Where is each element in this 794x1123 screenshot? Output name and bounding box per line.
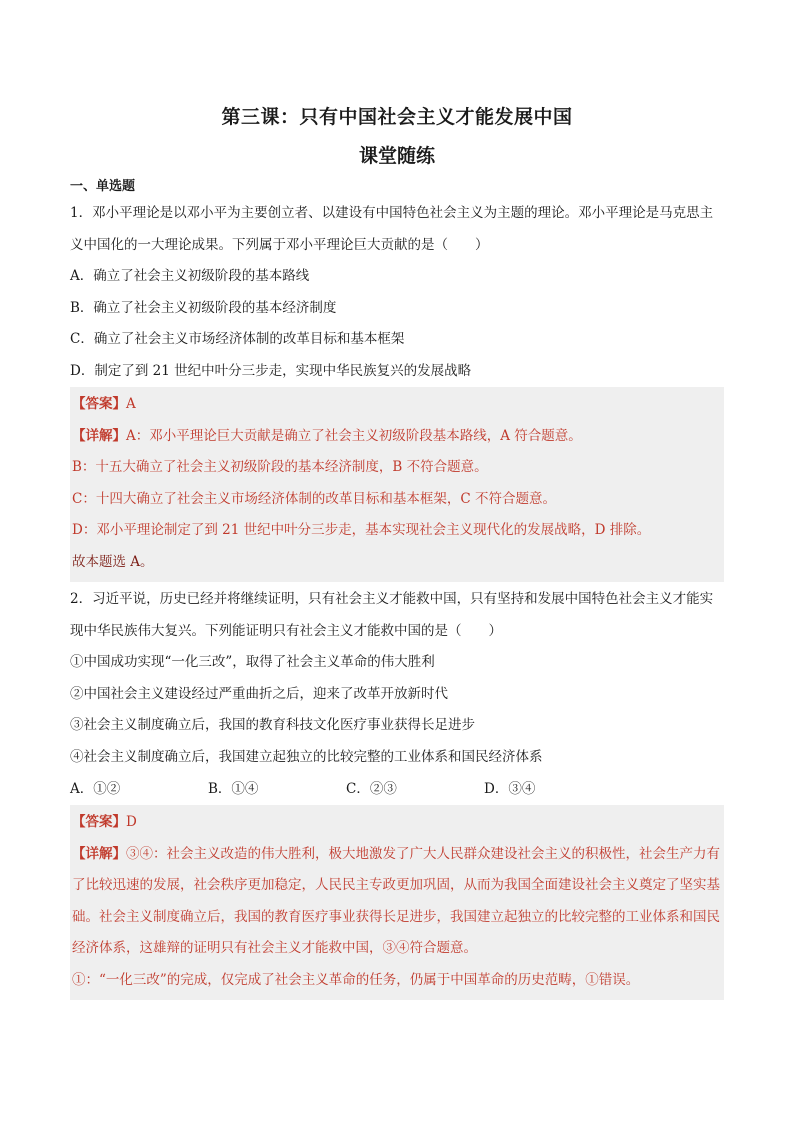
detail-line: A：邓小平理论巨大贡献是确立了社会主义初级阶段基本路线，A 符合题意。 [126, 427, 582, 444]
page-subtitle: 课堂随练 [358, 145, 435, 167]
question-1-detail-a [72, 421, 722, 453]
question-1-option-a: A．确立了社会主义初级阶段的基本路线 [70, 268, 310, 284]
detail-tag: 【详解】 [72, 427, 126, 444]
question-1-stem: 1．邓小平理论是以邓小平为主要创立者、以建设有中国特色社会主义为主题的理论。邓小平理论是马克思主义中国化的一大理论成果。下列属于邓小平理论巨大贡献的是（ ） [70, 205, 714, 253]
question-2-stem: 2．习近平说，历史已经并将继续证明，只有社会主义才能救中国，只有坚持和发展中国特色社会主义才能实现中华民族伟大复兴。下列能证明只有社会主义才能救中国的是（ ） [70, 591, 714, 639]
answer-value: D [126, 814, 137, 830]
question-1-answer-box [70, 387, 724, 582]
detail-paragraph: ③④：社会主义改造的伟大胜利，极大地激发了广大人民群众建设社会主义的积极性，社会生产力有了比较迅速的发展，社会秩序更加稳定，人民民主专政更加巩固，从而为我国全面建设社会主义奠定了坚实基础。社会主义制度确立后，我国的教育医疗事业获得长足进步，我国建立起独立的比较完整的工业体系和国民经济体系，这雄辩的证明只有社会主义才能救中国，③④符合题意。 [72, 845, 720, 956]
question-1-conclusion: 故本题选 A。 [72, 553, 154, 570]
question-2-option-c: C．②③ [346, 781, 397, 797]
question-1-option-d: D．制定了到 21 世纪中叶分三步走，实现中华民族复兴的发展战略 [70, 362, 472, 379]
answer-value: A [126, 396, 136, 412]
question-2-statement-4: ④社会主义制度确立后，我国建立起独立的比较完整的工业体系和国民经济体系 [70, 748, 543, 765]
question-2-option-d: D．③④ [484, 781, 536, 797]
detail-tag: 【详解】 [72, 845, 126, 862]
question-2-answer [72, 807, 722, 839]
question-2-options [70, 773, 724, 805]
question-1-detail-d: D：邓小平理论制定了到 21 世纪中叶分三步走，基本实现社会主义现代化的发展战略，D 排除。 [72, 522, 651, 538]
section-heading: 一、单选题 [70, 179, 136, 194]
question-1-option-c: C．确立了社会主义市场经济体制的改革目标和基本框架 [70, 331, 405, 347]
question-2-option-a: A．①② [70, 781, 121, 797]
question-2-detail [72, 839, 722, 965]
page-title: 第三课：只有中国社会主义才能发展中国 [221, 106, 573, 128]
question-2-answer-box [70, 805, 724, 1000]
answer-tag: 【答案】 [72, 396, 126, 412]
question-2-option-b: B．①④ [208, 781, 259, 797]
question-2 [70, 584, 724, 1000]
question-2-statement-3: ③社会主义制度确立后，我国的教育科技文化医疗事业获得长足进步 [70, 717, 475, 733]
document-page [70, 96, 724, 1002]
question-1 [70, 198, 724, 582]
question-1-answer [72, 389, 722, 421]
question-1-option-b: B．确立了社会主义初级阶段的基本经济制度 [70, 299, 337, 316]
question-1-detail-b: B：十五大确立了社会主义初级阶段的基本经济制度，B 不符合题意。 [72, 459, 488, 475]
question-1-detail-c: C：十四大确立了社会主义市场经济体制的改革目标和基本框架，C 不符合题意。 [72, 490, 556, 507]
question-2-statement-1: ①中国成功实现“一化三改”，取得了社会主义革命的伟大胜利 [70, 654, 435, 670]
answer-tag: 【答案】 [72, 814, 126, 830]
question-2-statement-2: ②中国社会主义建设经过严重曲折之后，迎来了改革开放新时代 [70, 685, 448, 702]
question-2-detail-last: ①：“一化三改”的完成，仅完成了社会主义革命的任务，仍属于中国革命的历史范畴，①错误。 [72, 971, 640, 988]
